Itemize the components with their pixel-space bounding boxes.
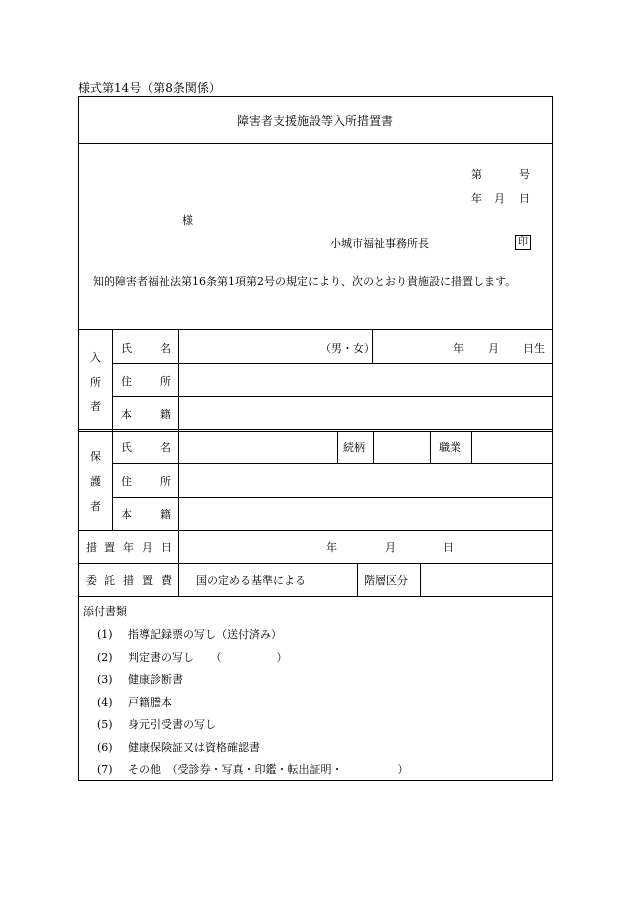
guardian-address-label-a: 住 (121, 475, 132, 488)
measure-date-label-5: 日 (161, 541, 172, 554)
attachment-num: (6) (97, 741, 113, 754)
vrule-fee-tier (357, 563, 358, 596)
guardian-domicile-label-a: 本 (121, 508, 132, 521)
admittee-birth-month: 月 (488, 342, 499, 355)
measure-date-label-3: 年 (123, 541, 134, 554)
measure-date-label-1: 措 (86, 541, 97, 554)
recipient-suffix: 様 (182, 214, 193, 227)
guardian-name-label-b: 名 (160, 441, 171, 454)
attachment-num: (5) (97, 718, 113, 731)
date-year: 年 (471, 192, 482, 205)
attachments-heading: 添付書類 (83, 605, 127, 618)
rule-admittee-bottom (78, 429, 552, 430)
vrule-label-col (178, 330, 179, 596)
seal-mark: 印 (515, 235, 531, 250)
fee-label-2: 託 (104, 574, 115, 587)
attachment-num: (3) (97, 673, 113, 686)
attachment-text: 身元引受書の写し (128, 718, 216, 731)
attachment-num: (1) (97, 628, 113, 641)
vrule-fee-tier-value (420, 563, 421, 596)
issuer-name: 小城市福祉事務所長 (330, 237, 429, 250)
guardian-label-3: 者 (90, 500, 101, 513)
measure-date-label-2: 置 (104, 541, 115, 554)
guardian-label-1: 保 (90, 450, 101, 463)
number-dai: 第 (471, 168, 482, 181)
attachment-text: 健康保険証又は資格確認書 (128, 741, 260, 754)
admittee-domicile-label-a: 本 (121, 408, 132, 421)
admittee-label-1: 入 (90, 351, 101, 364)
admittee-domicile-label-b: 籍 (160, 408, 171, 421)
date-month: 月 (494, 192, 505, 205)
fee-label-5: 費 (161, 574, 172, 587)
admittee-name-label-b: 名 (160, 342, 171, 355)
vrule-guardian-occupation-value (471, 431, 472, 463)
attachment-text: その他 （受診券・写真・印鑑・転出証明・ ） (128, 763, 409, 776)
guardian-relation-label: 続柄 (343, 441, 365, 454)
admittee-name-label-a: 氏 (121, 342, 132, 355)
rule-fee-bottom (78, 596, 552, 597)
rule-date-bottom (78, 563, 552, 564)
measure-date-day: 日 (443, 541, 454, 554)
fee-value: 国の定める基準による (196, 574, 306, 587)
number-go: 号 (519, 168, 530, 181)
date-day: 日 (519, 192, 530, 205)
admittee-label-3: 者 (90, 400, 101, 413)
measure-date-label-4: 月 (142, 541, 153, 554)
admittee-birth-day: 日生 (523, 342, 545, 355)
fee-label-3: 措 (123, 574, 134, 587)
attachment-text: 判定書の写し （ ） (128, 651, 288, 664)
admittee-label-2: 所 (90, 376, 101, 389)
admittee-address-label-b: 所 (160, 375, 171, 388)
measure-date-year: 年 (326, 541, 337, 554)
attachment-num: (4) (97, 696, 113, 709)
vrule-guardian-relation (337, 431, 338, 463)
measure-date-month: 月 (385, 541, 396, 554)
attachment-text: 健康診断書 (128, 673, 183, 686)
guardian-label-2: 護 (90, 475, 101, 488)
document-title: 障害者支援施設等入所措置書 (236, 114, 393, 128)
rule-header-bottom (78, 329, 552, 330)
attachment-num: (7) (97, 763, 113, 776)
rule-title (78, 143, 552, 144)
rule-admittee-bottom-double (78, 431, 552, 432)
attachment-text: 戸籍謄本 (128, 696, 172, 709)
guardian-occupation-label: 職業 (439, 441, 461, 454)
admittee-gender: （男・女） (320, 342, 375, 355)
attachment-num: (2) (97, 651, 113, 664)
guardian-name-label-a: 氏 (121, 441, 132, 454)
attachment-text: 指導記録票の写し（送付済み） (128, 628, 282, 641)
form-number: 様式第14号（第8条関係） (78, 81, 221, 95)
guardian-domicile-label-b: 籍 (160, 508, 171, 521)
admittee-address-label-a: 住 (121, 375, 132, 388)
admittee-birth-year: 年 (453, 342, 464, 355)
guardian-address-label-b: 所 (160, 475, 171, 488)
fee-label-1: 委 (86, 574, 97, 587)
vrule-guardian-relation-value (373, 431, 374, 463)
fee-label-4: 置 (142, 574, 153, 587)
fee-tier-label: 階層区分 (364, 574, 408, 587)
vrule-group-col (112, 330, 113, 530)
vrule-guardian-occupation (430, 431, 431, 463)
body-text: 知的障害者福祉法第16条第1項第2号の規定により、次のとおり貴施設に措置します。 (93, 275, 517, 288)
rule-guardian-bottom (78, 530, 552, 531)
